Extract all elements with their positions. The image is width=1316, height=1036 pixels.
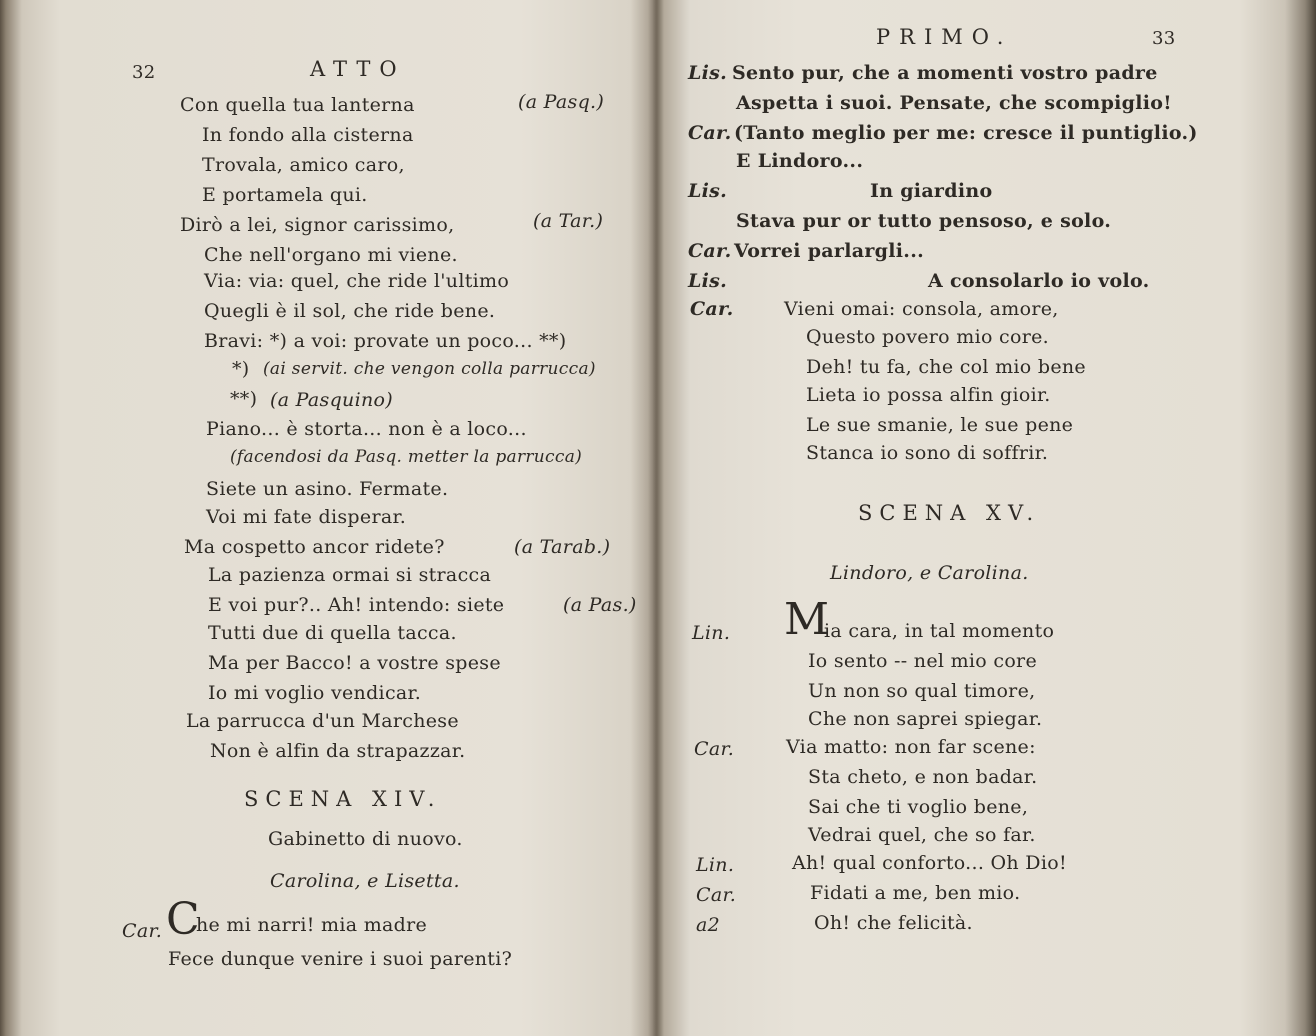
speaker-label: Lis. [688,62,728,84]
stage-direction: (a Pasquino) [270,389,393,411]
dialogue-line: he mi narri! mia madre [196,914,428,936]
verse-line: Tutti due di quella tacca. [208,622,457,644]
stage-direction: (facendosi da Pasq. metter la parrucca) [230,447,583,467]
speaker-label: Lin. [692,622,731,644]
dialogue-line: A consolarlo io volo. [928,270,1150,292]
verse-line: Ma cospetto ancor ridete? [184,536,445,558]
speaker-label: a2 [696,914,721,936]
dialogue-line: Sta cheto, e non badar. [808,766,1038,788]
verse-line: Siete un asino. Fermate. [206,478,449,500]
scene-characters: Lindoro, e Carolina. [830,562,1029,584]
speaker-label: Car. [694,738,735,760]
dialogue-line: Via matto: non far scene: [786,736,1036,758]
verse-line: E portamela qui. [202,184,368,206]
left-page [0,0,655,1036]
dialogue-line: Sento pur, che a momenti vostro padre [732,62,1158,84]
dialogue-line: Stanca io sono di soffrir. [806,442,1049,464]
verse-line: Non è alfin da strapazzar. [210,740,466,762]
dialogue-line: Fidati a me, ben mio. [810,882,1021,904]
stage-direction: (a Tar.) [533,210,604,232]
dialogue-line: Vedrai quel, che so far. [808,824,1036,846]
verse-line: Io mi voglio vendicar. [208,682,422,704]
dialogue-line: Oh! che felicità. [814,912,973,934]
scene-setting: Gabinetto di nuovo. [268,828,463,850]
dialogue-line: Vieni omai: consola, amore, [784,298,1059,320]
verse-line: Piano... è storta... non è a loco... [206,418,527,440]
drop-cap: C [166,894,200,945]
verse-line: Trovala, amico caro, [202,154,405,176]
speaker-label: Car. [688,122,732,144]
footnote-marker: **) [230,388,258,410]
dialogue-line: Io sento -- nel mio core [808,650,1037,672]
right-page [660,0,1316,1036]
dialogue-line: Aspetta i suoi. Pensate, che scompiglio! [736,92,1172,114]
dialogue-line: Sai che ti voglio bene, [808,796,1029,818]
dialogue-line: Deh! tu fa, che col mio bene [806,356,1086,378]
scene-characters: Carolina, e Lisetta. [270,870,460,892]
verse-line: Che nell'organo mi viene. [204,244,458,266]
stage-direction: (a Pasq.) [518,91,605,113]
dialogue-line: Fece dunque venire i suoi parenti? [168,948,513,970]
speaker-label: Car. [690,298,734,320]
verse-line: Ma per Bacco! a vostre spese [208,652,501,674]
verse-line: Voi mi fate disperar. [206,506,407,528]
stage-direction: (ai servit. che vengon colla parrucca) [263,359,596,379]
dialogue-line: Un non so qual timore, [808,680,1036,702]
verse-line: La parrucca d'un Marchese [186,710,459,732]
verse-line: Bravi: *) a voi: provate un poco... **) [204,330,567,352]
dialogue-line: Questo povero mio core. [806,326,1049,348]
verse-line: La pazienza ormai si stracca [208,564,492,586]
stage-direction: (a Pas.) [563,594,637,616]
verse-line: Con quella tua lanterna [180,94,415,116]
dialogue-line: (Tanto meglio per me: cresce il puntiglio.) [734,122,1198,144]
verse-line: Quegli è il sol, che ride bene. [204,300,496,322]
dialogue-line: In giardino [870,180,993,202]
page-number: 33 [1152,28,1176,49]
verse-line: In fondo alla cisterna [202,124,414,146]
dialogue-line: Le sue smanie, le sue pene [806,414,1074,436]
running-head: PRIMO. [876,25,1013,49]
dialogue-line: Ah! qual conforto... Oh Dio! [792,852,1067,874]
verse-line: E voi pur?.. Ah! intendo: siete [208,594,505,616]
footnote-marker: *) [232,358,250,380]
running-head: ATTO [310,57,406,81]
dialogue-line: ia cara, in tal momento [824,620,1055,642]
dialogue-line: Lieta io possa alfin gioir. [806,384,1051,406]
scene-title: SCENA XV. [858,501,1041,525]
verse-line: Via: via: quel, che ride l'ultimo [204,270,510,292]
speaker-label: Car. [688,240,732,262]
stage-direction: (a Tarab.) [514,536,611,558]
scene-title: SCENA XIV. [244,787,442,811]
speaker-label: Car. [696,884,737,906]
speaker-label: Lis. [688,270,728,292]
dialogue-line: Stava pur or tutto pensoso, e solo. [736,210,1112,232]
page-number: 32 [132,62,156,83]
speaker-label: Lis. [688,180,728,202]
dialogue-line: Che non saprei spiegar. [808,708,1043,730]
verse-line: Dirò a lei, signor carissimo, [180,214,455,236]
speaker-label: Lin. [696,854,735,876]
dialogue-line: E Lindoro... [736,150,864,172]
drop-cap: M [784,594,830,645]
speaker-label: Car. [122,920,163,942]
dialogue-line: Vorrei parlargli... [734,240,925,262]
